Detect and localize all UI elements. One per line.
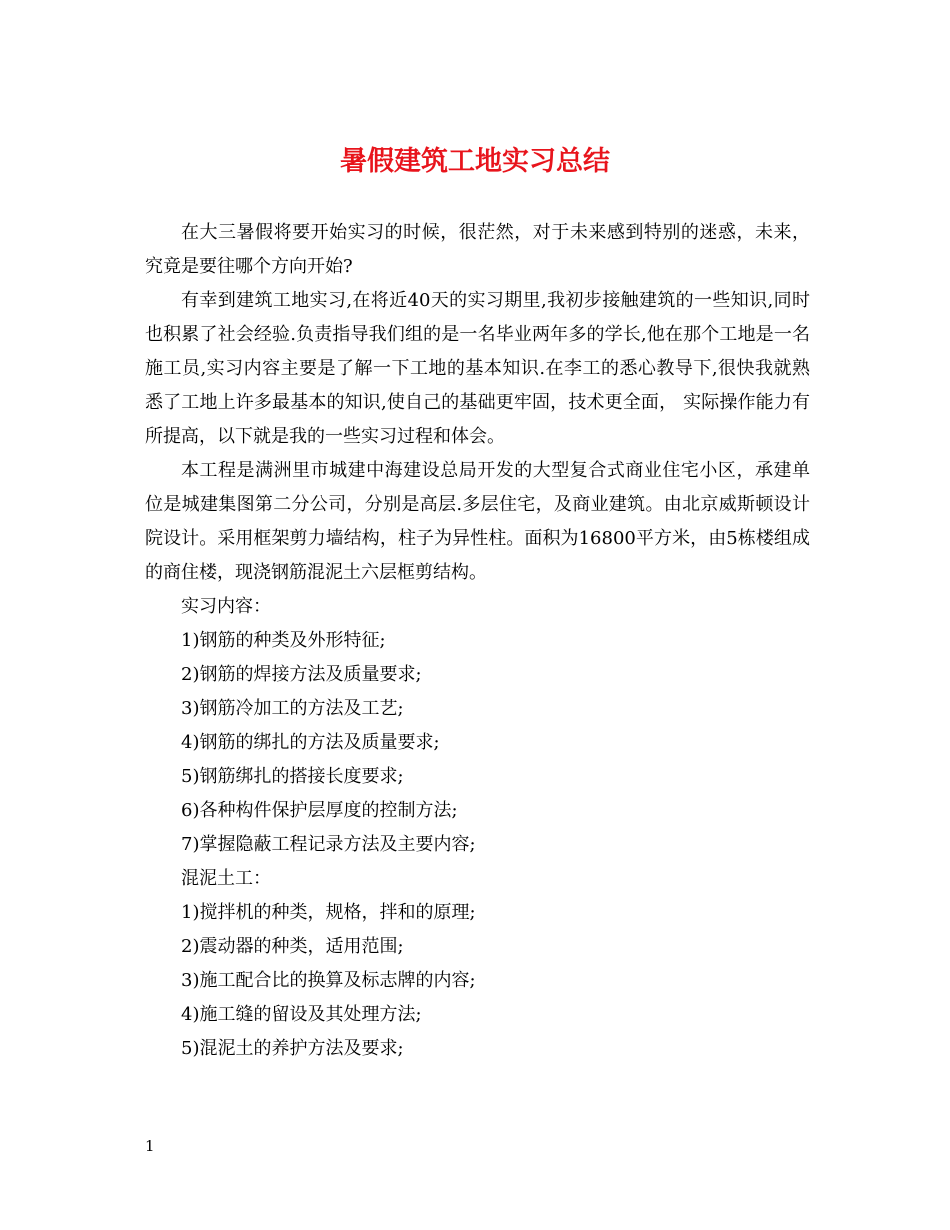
list-item: 2)钢筋的焊接方法及质量要求; bbox=[181, 664, 422, 685]
document-body bbox=[145, 216, 810, 1066]
paragraph: 在大三暑假将要开始实习的时候，很茫然，对于未来感到特别的迷惑，未来，究竟是要往哪个方向开始? bbox=[145, 222, 810, 277]
list-item: 2)震动器的种类，适用范围; bbox=[181, 936, 404, 957]
page-number: 1 bbox=[145, 1137, 155, 1155]
page-title: 暑假建筑工地实习总结 bbox=[340, 146, 610, 177]
list-item: 3)钢筋冷加工的方法及工艺; bbox=[181, 698, 404, 719]
section-heading: 实习内容： bbox=[181, 596, 271, 617]
list-item: 4)钢筋的绑扎的方法及质量要求; bbox=[181, 732, 440, 753]
list-item: 5)钢筋绑扎的搭接长度要求; bbox=[181, 766, 404, 787]
paragraph: 本工程是满洲里市城建中海建设总局开发的大型复合式商业住宅小区，承建单位是城建集图第二分公司，分别是高层.多层住宅，及商业建筑。由北京威斯顿设计院设计。采用框架剪力墙结构，柱子为异性柱。面积为16800平方米，由5栋楼组成的商住楼，现浇钢筋混泥土六层框剪结构。 bbox=[145, 460, 810, 583]
list-item: 1)搅拌机的种类，规格，拌和的原理; bbox=[181, 902, 476, 923]
list-item: 5)混泥土的养护方法及要求; bbox=[181, 1038, 404, 1059]
list-item: 4)施工缝的留设及其处理方法; bbox=[181, 1004, 422, 1025]
section-heading: 混泥土工： bbox=[181, 868, 271, 889]
paragraph: 有幸到建筑工地实习,在将近40天的实习期里,我初步接触建筑的一些知识,同时也积累了社会经验.负责指导我们组的是一名毕业两年多的学长,他在那个工地是一名施工员,实习内容主要是了解一下工地的基本知识.在李工的悉心教导下,很快我就熟悉了工地上许多最基本的知识,使自己的基础更牢固，技术更全面， 实际操作能力有所提高，以下就是我的一些实习过程和体会。 bbox=[145, 290, 810, 447]
list-item: 3)施工配合比的换算及标志牌的内容; bbox=[181, 970, 476, 991]
list-item: 7)掌握隐蔽工程记录方法及主要内容; bbox=[181, 834, 476, 855]
list-item: 1)钢筋的种类及外形特征; bbox=[181, 630, 386, 651]
list-item: 6)各种构件保护层厚度的控制方法; bbox=[181, 800, 458, 821]
